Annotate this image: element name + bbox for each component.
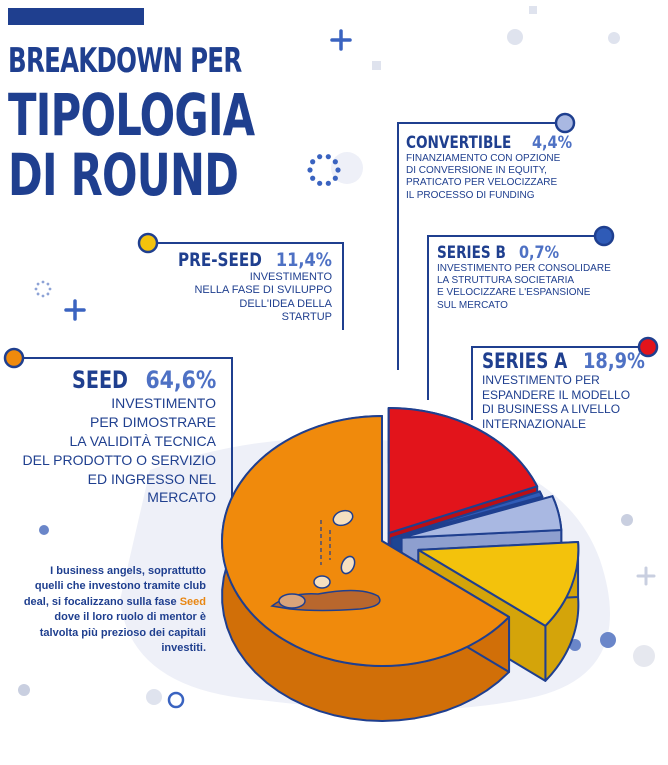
- title-line-1: BREAKDOWN PER: [8, 41, 242, 81]
- dot-icon: [146, 689, 162, 705]
- description-convertible: FINANZIAMENTO CON OPZIONE DI CONVERSIONE IN EQUITY, PRATICATO PER VELOCIZZARE IL PROCESSO DI FUNDING: [406, 153, 561, 201]
- callout-series-b: [437, 243, 611, 312]
- ring-dot: [310, 176, 315, 181]
- plus-icon: [332, 31, 350, 49]
- ring-dot: [37, 283, 40, 286]
- series-label-series-b: SERIES B: [437, 243, 506, 263]
- series-label-pre-seed: PRE-SEED: [177, 249, 262, 271]
- ring-dot: [37, 293, 40, 296]
- callout-seed: [16, 366, 216, 507]
- dot-icon: [39, 525, 49, 535]
- ring-dot: [333, 176, 338, 181]
- marker-pre-seed: [139, 234, 157, 252]
- title-line-2: TIPOLOGIA: [8, 81, 255, 149]
- ring-dot: [307, 167, 312, 172]
- seed-icon: [314, 576, 330, 588]
- ring-dot: [42, 281, 45, 284]
- description-pre-seed: INVESTIMENTO NELLA FASE DI SVILUPPO DELL'IDEA DELLA STARTUP: [194, 271, 332, 324]
- data-label-series-a: 18,9%: [582, 349, 645, 373]
- square-icon: [529, 6, 537, 14]
- description-seed: INVESTIMENTO PER DIMOSTRARE LA VALIDITÀ TECNICA DEL PRODOTTO O SERVIZIO ED INGRESSO NEL MERCATO: [22, 395, 216, 506]
- ring-icon: [169, 693, 183, 707]
- dot-icon: [608, 32, 620, 44]
- dot-icon: [507, 29, 523, 45]
- dot-icon: [633, 645, 655, 667]
- ring-dot: [317, 154, 322, 159]
- data-label-series-b: 0,7%: [519, 243, 560, 263]
- ring-dot: [326, 154, 331, 159]
- note-text-start: I business angels, soprattutto quelli che investono tramite club deal, si focalizzano sulla fase: [23, 565, 206, 608]
- series-label-convertible: CONVERTIBLE: [406, 133, 512, 153]
- description-series-b: INVESTIMENTO PER CONSOLIDARE LA STRUTTURA SOCIETARIA E VELOCIZZARE L'ESPANSIONE SUL MERCATO: [437, 263, 611, 311]
- description-series-a: INVESTIMENTO PER ESPANDERE IL MODELLO DI BUSINESS A LIVELLO INTERNAZIONALE: [482, 373, 631, 431]
- dot-icon: [18, 684, 30, 696]
- series-label-series-a: SERIES A: [482, 349, 568, 373]
- note-highlight-seed: Seed: [179, 595, 206, 608]
- plus-icon: [66, 301, 84, 319]
- ring-dot: [333, 159, 338, 164]
- callout-series-a: [482, 349, 656, 432]
- ring-dot: [310, 159, 315, 164]
- dot-icon: [621, 514, 633, 526]
- series-label-seed: SEED: [72, 366, 129, 394]
- callout-pre-seed: [177, 249, 332, 325]
- square-icon: [372, 61, 381, 70]
- dotted-ring-icon: [35, 281, 52, 298]
- data-label-seed: 64,6%: [145, 366, 216, 394]
- data-label-pre-seed: 11,4%: [275, 249, 332, 271]
- plus-icon: [638, 568, 654, 584]
- ring-dot: [35, 288, 38, 291]
- marker-convertible: [556, 114, 574, 132]
- callout-convertible: [406, 133, 579, 202]
- title-line-3: DI ROUND: [8, 141, 239, 209]
- ring-dot: [317, 181, 322, 186]
- business-angels-note: [22, 564, 206, 656]
- note-text-end: dove il loro ruolo di mentor è talvolta più prezioso dei capitali investiti.: [39, 611, 206, 654]
- ring-dot: [326, 181, 331, 186]
- data-label-convertible: 4,4%: [532, 133, 573, 153]
- seed-icon: [279, 594, 305, 608]
- ring-dot: [47, 283, 50, 286]
- marker-seed: [5, 349, 23, 367]
- ring-dot: [42, 295, 45, 298]
- dot-icon: [600, 632, 616, 648]
- ring-dot: [49, 288, 52, 291]
- ring-dot: [47, 293, 50, 296]
- ring-dot: [335, 167, 340, 172]
